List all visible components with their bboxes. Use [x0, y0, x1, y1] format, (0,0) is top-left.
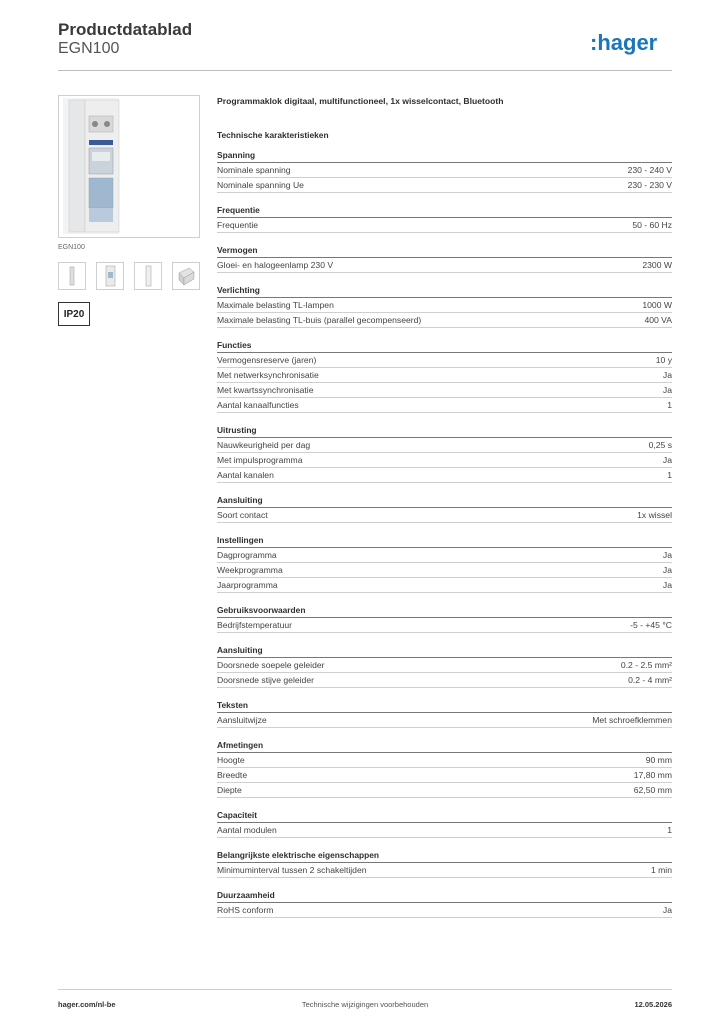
hager-logo: [590, 28, 672, 58]
spec-value: Ja: [662, 905, 672, 915]
spec-label: Met netwerksynchronisatie: [217, 370, 319, 380]
spec-row: [217, 863, 672, 878]
angled-view-icon: [173, 263, 199, 289]
spec-group-title: Gebruiksvoorwaarden: [217, 604, 672, 618]
product-image: [58, 95, 200, 238]
spec-group-title: Aansluiting: [217, 644, 672, 658]
spec-label: Dagprogramma: [217, 550, 277, 560]
spec-row: [217, 218, 672, 233]
spec-row: [217, 578, 672, 593]
footer-date: 12.05.2026: [634, 1000, 672, 1009]
spec-value: Ja: [662, 580, 672, 590]
spec-row: [217, 618, 672, 633]
spec-label: Aantal kanaalfuncties: [217, 400, 299, 410]
product-description: Programmaklok digitaal, multifunctioneel, 1x wisselcontact, Bluetooth: [217, 96, 504, 106]
spec-value: -5 - +45 °C: [630, 620, 672, 630]
spec-row: [217, 398, 672, 413]
spec-label: Diepte: [217, 785, 242, 795]
spec-value: 1: [667, 825, 672, 835]
page-footer: [58, 989, 672, 1016]
spec-row: [217, 298, 672, 313]
spec-label: Hoogte: [217, 755, 245, 765]
document-title: Productdatablad: [58, 20, 193, 39]
spec-row: [217, 823, 672, 838]
spec-row: [217, 713, 672, 728]
spec-label: Frequentie: [217, 220, 259, 230]
spec-row: [217, 753, 672, 768]
spec-row: [217, 468, 672, 483]
spec-value: Ja: [662, 550, 672, 560]
spec-group-title: Vermogen: [217, 244, 672, 258]
spec-row: [217, 903, 672, 918]
spec-group-title: Frequentie: [217, 204, 672, 218]
spec-row: [217, 353, 672, 368]
spec-label: RoHS conform: [217, 905, 274, 915]
spec-label: Minimuminterval tussen 2 schakeltijden: [217, 865, 367, 875]
spec-row: [217, 383, 672, 398]
thumbnail[interactable]: [96, 262, 124, 290]
spec-value: 10 y: [655, 355, 672, 365]
spec-group-title: Aansluiting: [217, 494, 672, 508]
thumbnail-strip: [58, 262, 200, 290]
logo-text: :hager: [590, 30, 658, 55]
spec-value: 0,25 s: [648, 440, 672, 450]
spec-value: Ja: [662, 370, 672, 380]
spec-label: Doorsnede stijve geleider: [217, 675, 314, 685]
spec-value: 1 min: [650, 865, 672, 875]
thumbnail[interactable]: [172, 262, 200, 290]
spec-row: [217, 368, 672, 383]
spec-label: Maximale belasting TL-lampen: [217, 300, 334, 310]
spec-value: Ja: [662, 565, 672, 575]
product-image-caption: EGN100: [58, 244, 85, 251]
spec-value: 400 VA: [644, 315, 672, 325]
spec-value: 230 - 240 V: [627, 165, 672, 175]
spec-row: [217, 673, 672, 688]
spec-row: [217, 313, 672, 328]
spec-value: 62,50 mm: [633, 785, 672, 795]
thumbnail[interactable]: [134, 262, 162, 290]
spec-group-title: Instellingen: [217, 534, 672, 548]
page-header: [58, 20, 672, 71]
spec-row: [217, 768, 672, 783]
spec-value: Met schroefklemmen: [592, 715, 672, 725]
spec-group-title: Belangrijkste elektrische eigenschappen: [217, 849, 672, 863]
spec-value: 2300 W: [642, 260, 672, 270]
spec-value: 0.2 - 4 mm²: [628, 675, 672, 685]
spec-value: 50 - 60 Hz: [632, 220, 672, 230]
spec-row: [217, 508, 672, 523]
spec-group-title: Duurzaamheid: [217, 889, 672, 903]
spec-row: [217, 163, 672, 178]
spec-row: [217, 658, 672, 673]
spec-row: [217, 548, 672, 563]
spec-row: [217, 258, 672, 273]
spec-label: Soort contact: [217, 510, 268, 520]
footer-notice: Technische wijzigingen voorbehouden: [301, 1000, 429, 1009]
spec-group-title: Teksten: [217, 699, 672, 713]
spec-row: [217, 438, 672, 453]
spec-label: Bedrijfstemperatuur: [217, 620, 292, 630]
spec-label: Met kwartssynchronisatie: [217, 385, 314, 395]
spec-groups: [217, 149, 672, 918]
spec-value: 1x wissel: [637, 510, 672, 520]
spec-row: [217, 178, 672, 193]
spec-label: Vermogensreserve (jaren): [217, 355, 317, 365]
spec-group-title: Functies: [217, 339, 672, 353]
product-code: EGN100: [58, 40, 120, 57]
spec-label: Nominale spanning: [217, 165, 291, 175]
spec-value: 1000 W: [642, 300, 672, 310]
side-view-icon: [135, 263, 161, 289]
spec-label: Gloei- en halogeenlamp 230 V: [217, 260, 334, 270]
spec-row: [217, 783, 672, 798]
spec-row: [217, 453, 672, 468]
tech-heading: Technische karakteristieken: [217, 130, 329, 140]
spec-value: 17,80 mm: [633, 770, 672, 780]
spec-label: Breedte: [217, 770, 248, 780]
spec-label: Doorsnede soepele geleider: [217, 660, 325, 670]
spec-value: Ja: [662, 455, 672, 465]
spec-value: Ja: [662, 385, 672, 395]
thumbnail[interactable]: [58, 262, 86, 290]
spec-label: Aantal modulen: [217, 825, 277, 835]
spec-group-title: Afmetingen: [217, 739, 672, 753]
spec-group-title: Spanning: [217, 149, 672, 163]
spec-label: Met impulsprogramma: [217, 455, 303, 465]
spec-value: 0.2 - 2.5 mm²: [620, 660, 672, 670]
din-rail-timer-icon: [59, 96, 199, 237]
device-view-icon: [97, 263, 123, 289]
spec-value: 230 - 230 V: [627, 180, 672, 190]
spec-value: 1: [667, 400, 672, 410]
spec-label: Maximale belasting TL-buis (parallel gecompenseerd): [217, 315, 422, 325]
spec-group-title: Capaciteit: [217, 809, 672, 823]
spec-label: Nauwkeurigheid per dag: [217, 440, 311, 450]
ip-rating-badge: IP20: [58, 302, 90, 326]
spec-value: 1: [667, 470, 672, 480]
spec-label: Nominale spanning Ue: [217, 180, 304, 190]
spec-label: Jaarprogramma: [217, 580, 278, 590]
front-view-icon: [59, 263, 85, 289]
footer-website[interactable]: hager.com/nl-be: [58, 1000, 116, 1009]
spec-group-title: Uitrusting: [217, 424, 672, 438]
spec-row: [217, 563, 672, 578]
spec-label: Aantal kanalen: [217, 470, 274, 480]
spec-group-title: Verlichting: [217, 284, 672, 298]
spec-label: Weekprogramma: [217, 565, 283, 575]
spec-label: Aansluitwijze: [217, 715, 267, 725]
spec-content: [217, 95, 672, 918]
spec-value: 90 mm: [645, 755, 672, 765]
